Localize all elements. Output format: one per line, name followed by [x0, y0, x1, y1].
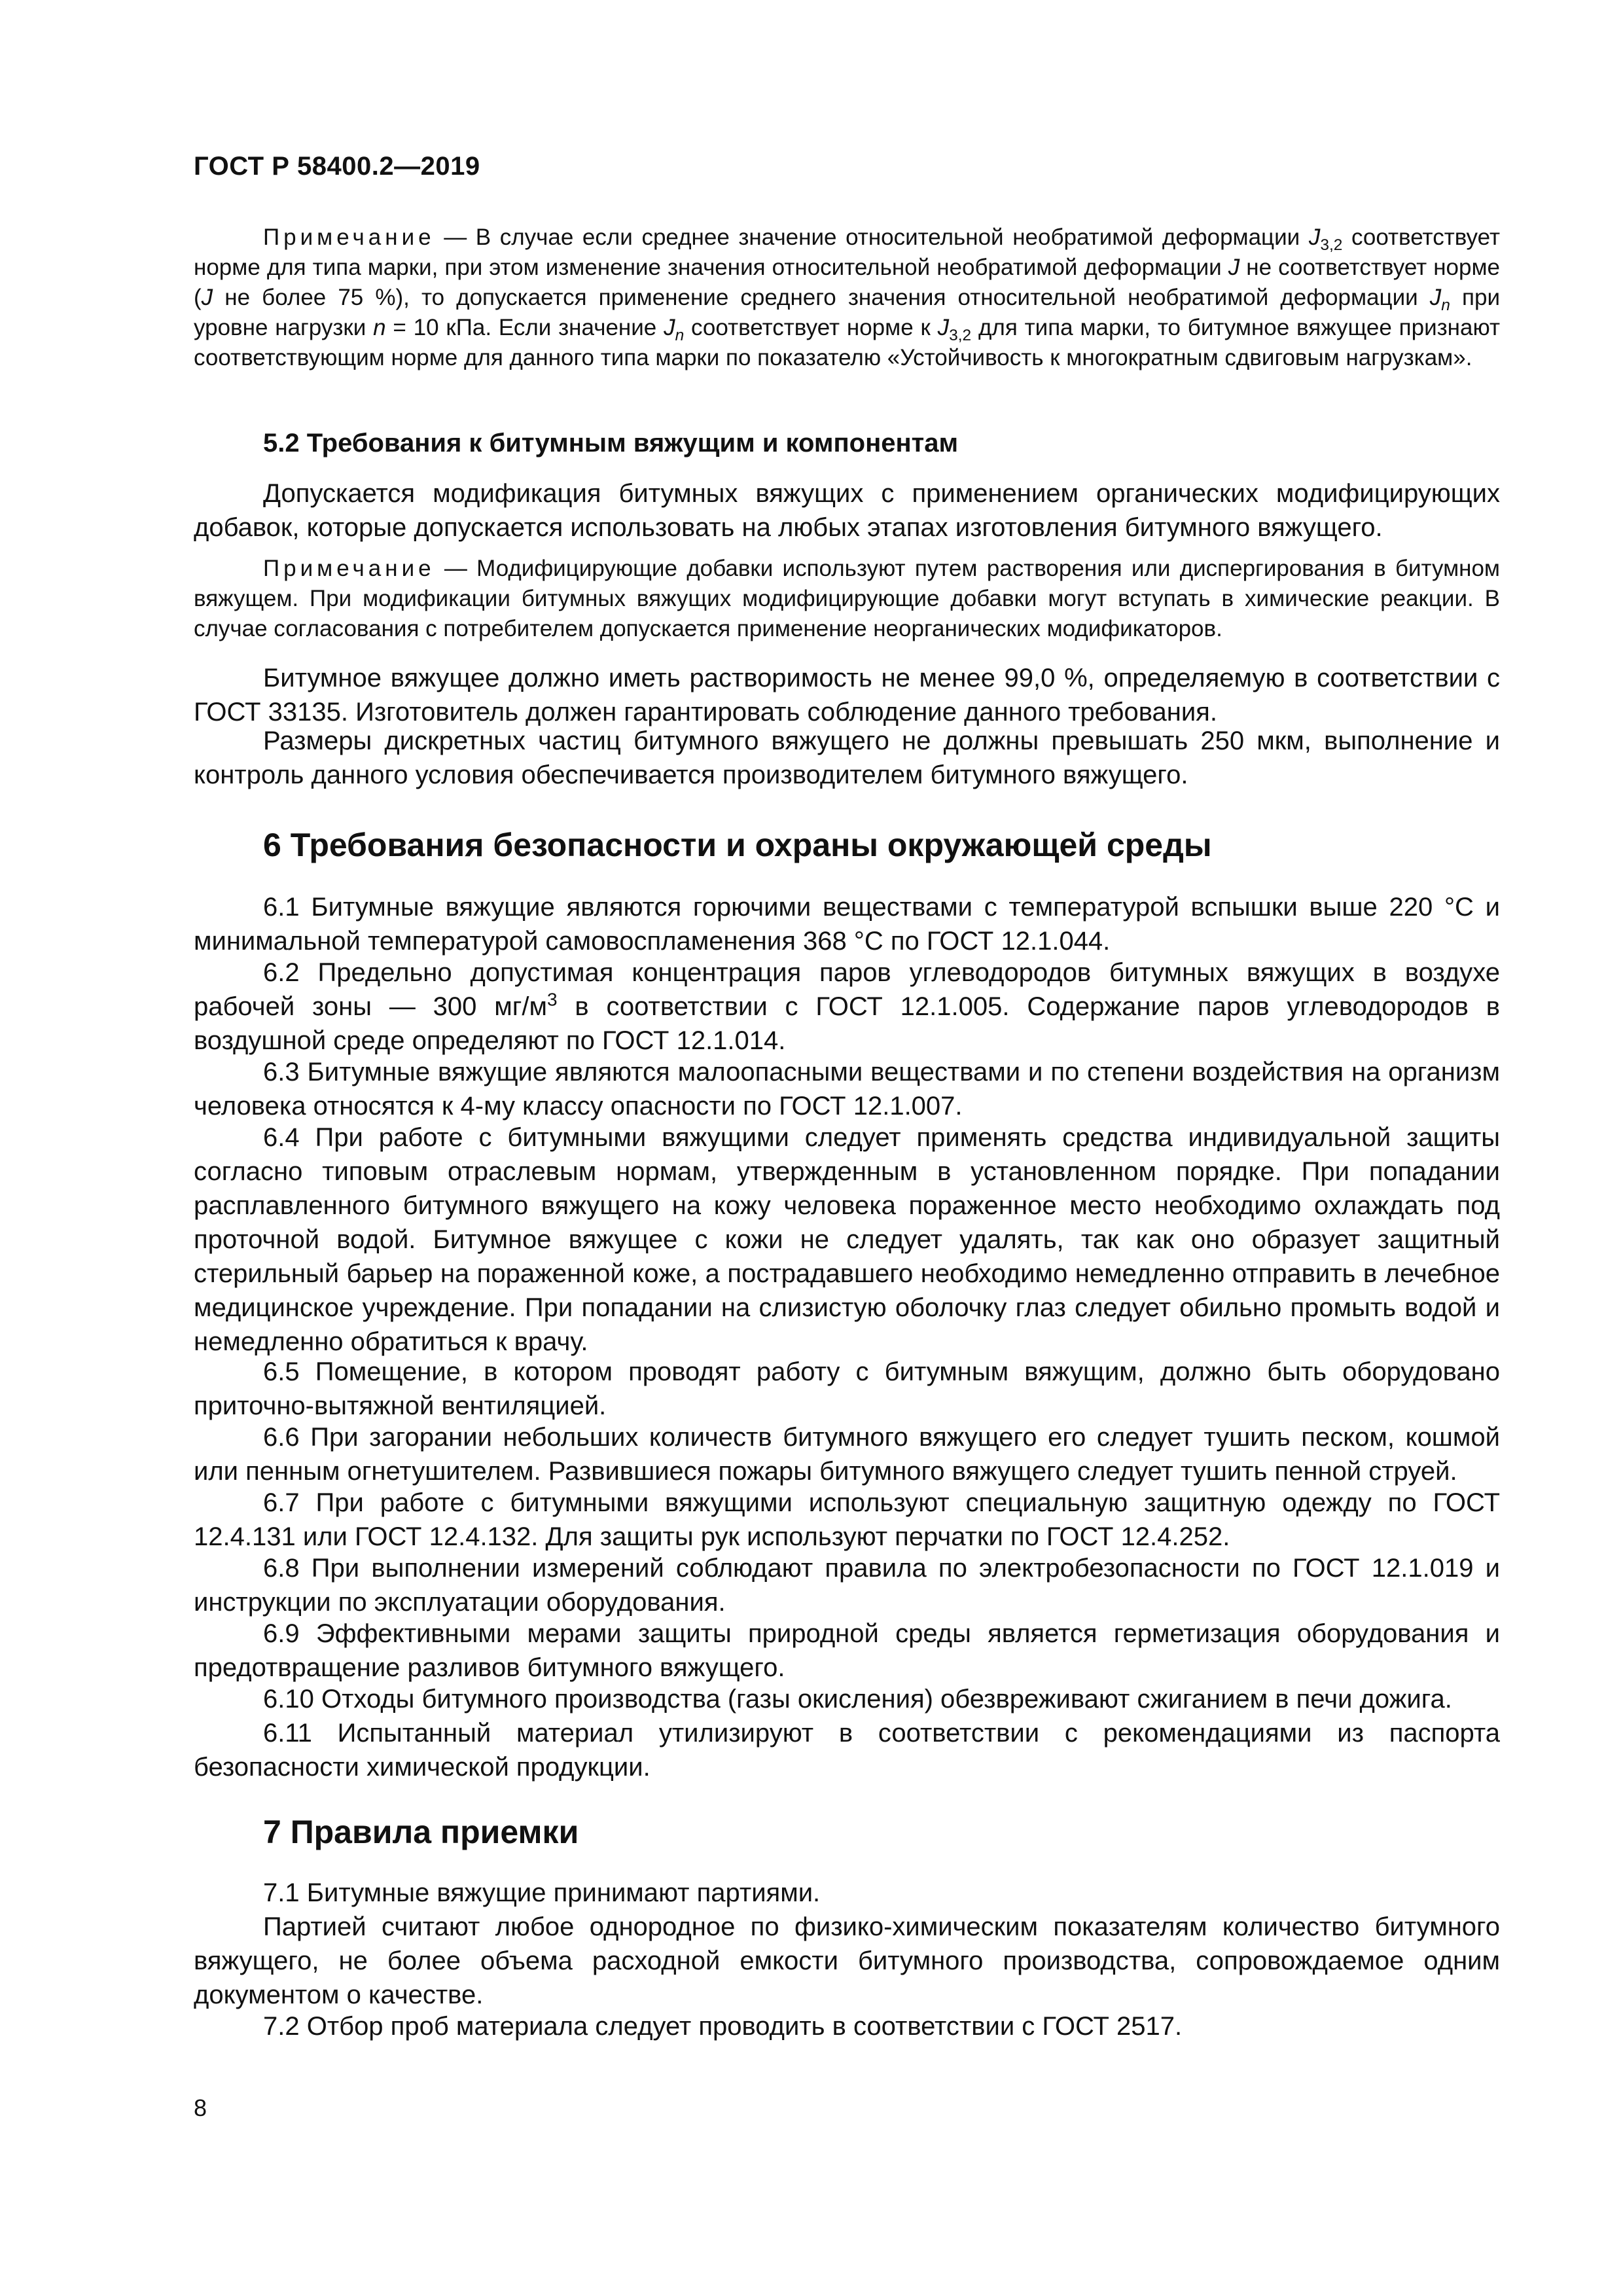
paragraph-6-7: 6.7 При работе с битумными вяжущими используют специальную защитную одежду по ГОСТ 12.4.131 или ГОСТ 12.4.132. Для защиты рук используют перчатки по ГОСТ 12.4.252.	[194, 1488, 1500, 1551]
document-code-header: ГОСТ Р 58400.2—2019	[194, 152, 480, 181]
paragraph-7-1: 7.1 Битумные вяжущие принимают партиями.	[263, 1878, 821, 1907]
subsection-5-2-title: 5.2 Требования к битумным вяжущим и компонентам	[263, 429, 959, 457]
note-label: Примечание	[263, 556, 435, 581]
paragraph-6-1: 6.1 Битумные вяжущие являются горючими веществами с температурой вспышки выше 220 °С и минимальной температурой самовоспламенения 368 °С по ГОСТ 12.1.044.	[194, 893, 1500, 956]
paragraph-6-11: 6.11 Испытанный материал утилизируют в соответствии с рекомендациями из паспорта безопасности химической продукции.	[194, 1719, 1500, 1782]
paragraph-5-2-particles: Размеры дискретных частиц битумного вяжущего не должны превышать 250 мкм, выполнение и контроль данного условия обеспечивается производителем битумного вяжущего.	[194, 726, 1500, 789]
paragraph-6-10: 6.10 Отходы битумного производства (газы окисления) обезвреживают сжиганием в печи дожига.	[263, 1685, 1452, 1713]
paragraph-7-2: 7.2 Отбор проб материала следует проводить в соответствии с ГОСТ 2517.	[263, 2012, 1183, 2041]
paragraph-6-2: 6.2 Предельно допустимая концентрация паров углеводородов битумных вяжущих в воздухе рабочей зоны — 300 $мг/м^3$ в соответствии с ГОСТ 12.1.005. Содержание паров углеводородов в воздушной среде определяют по ГОСТ 12.1.014.	[194, 958, 1500, 1055]
page-number: 8	[194, 2094, 207, 2121]
paragraph-5-2-modification: Допускается модификация битумных вяжущих с применением органических модифицирующих добавок, которые допускается использовать на любых этапах изготовления битумного вяжущего.	[194, 479, 1500, 542]
note-label: Примечание	[263, 224, 435, 250]
paragraph-6-5: 6.5 Помещение, в котором проводят работу с битумным вяжущим, должно быть оборудовано приточно-вытяжной вентиляцией.	[194, 1357, 1500, 1420]
section-7-title: 7 Правила приемки	[263, 1814, 579, 1850]
paragraph-5-2-solubility: Битумное вяжущее должно иметь растворимость не менее 99,0 %, определяемую в соответствии с ГОСТ 33135. Изготовитель должен гарантировать соблюдение данного требования.	[194, 664, 1500, 726]
paragraph-7-1-batch: Партией считают любое однородное по физико-химическим показателям количество битумного вяжущего, не более объема расходной емкости битумного производства, сопровождаемое одним документом о качестве.	[194, 1912, 1500, 2009]
paragraph-6-3: 6.3 Битумные вяжущие являются малоопасными веществами и по степени воздействия на организм человека относятся к 4-му классу опасности по ГОСТ 12.1.007.	[194, 1058, 1500, 1121]
paragraph-6-9: 6.9 Эффективными мерами защиты природной среды является герметизация оборудования и предотвращение разливов битумного вяжущего.	[194, 1619, 1500, 1682]
paragraph-6-4: 6.4 При работе с битумными вяжущими следует применять средства индивидуальной защиты согласно типовым отраслевым нормам, утвержденным в установленном порядке. При попадании расплавленного битумного вяжущего на кожу человека пораженное место необходимо охлаждать под проточной водой. Битумное вяжущее с кожи не следует удалять, так как оно образует защитный стерильный барьер на пораженной коже, а пострадавшего необходимо немедленно отправить в лечебное медицинское учреждение. При попадании на слизистую оболочку глаз следует обильно промыть водой и немедленно обратиться к врачу.	[194, 1123, 1500, 1356]
paragraph-6-8: 6.8 При выполнении измерений соблюдают правила по электробезопасности по ГОСТ 12.1.019 и инструкции по эксплуатации оборудования.	[194, 1554, 1500, 1617]
note-deformation: Примечание — В случае если среднее значение относительной необратимой деформации $J_{3,2}$ соответствует норме для типа марки, при этом изменение значения относительной необратимой деформации J не соответствует норме (J не более 75 %), то допускается применение среднего значения относительной необратимой деформации $J_n$ при уровне нагрузки n = 10 кПа. Если значение $J_n$ соответствует норме к $J_{3,2}$ для типа марки, то битумное вяжущее признают соответствующим норме для данного типа марки по показателю «Устойчивость к многократным сдвиговым нагрузкам».	[194, 224, 1501, 370]
section-6-title: 6 Требования безопасности и охраны окружающей среды	[263, 827, 1212, 863]
paragraph-6-6: 6.6 При загорании небольших количеств битумного вяжущего его следует тушить песком, кошмой или пенным огнетушителем. Развившиеся пожары битумного вяжущего следует тушить пенной струей.	[194, 1423, 1500, 1486]
note-modifiers: Примечание — Модифицирующие добавки используют путем растворения или диспергирования в битумном вяжущем. При модификации битумных вяжущих модифицирующие добавки могут вступать в химические реакции. В случае согласования с потребителем допускается применение неорганических модификаторов.	[194, 556, 1500, 641]
